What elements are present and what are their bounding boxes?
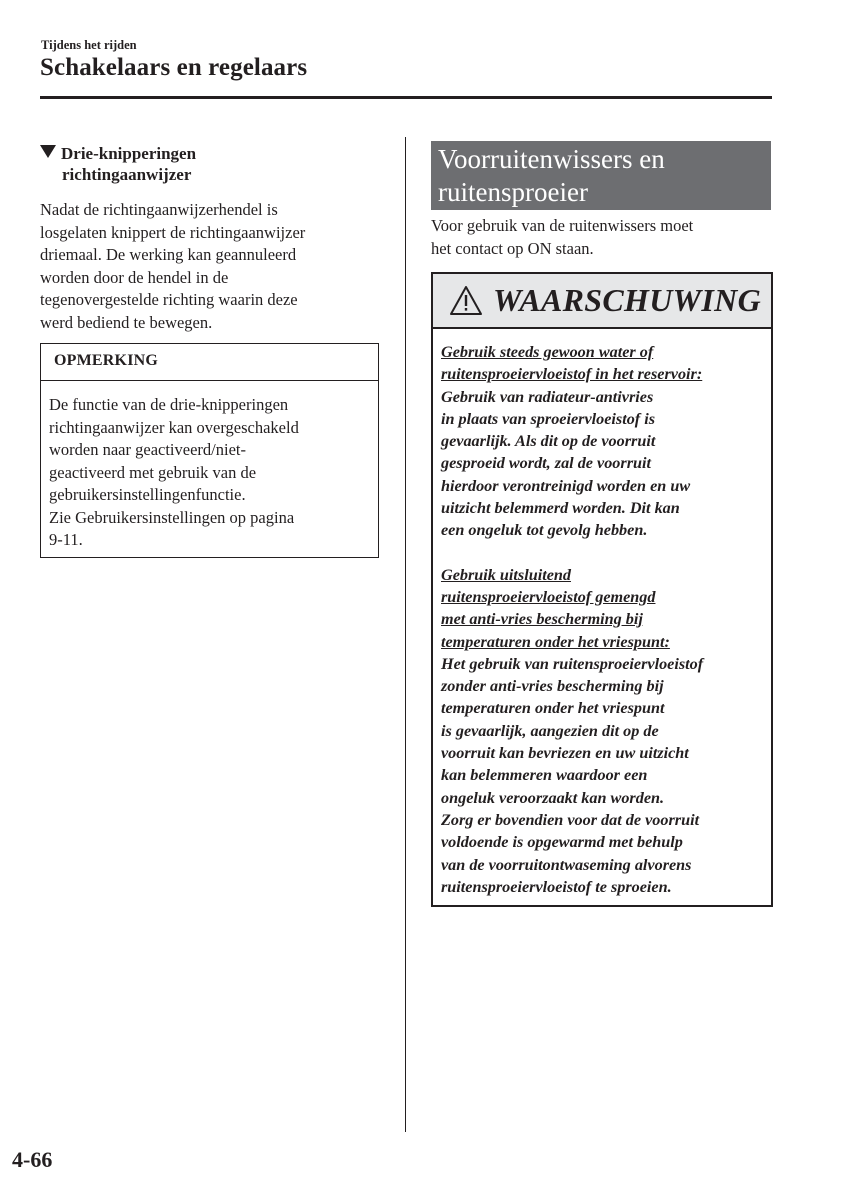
note-text (41, 381, 378, 552)
warning-line: Het gebruik van ruitensproeiervloeistof (441, 654, 704, 673)
warning-line: uitzicht belemmerd worden. Dit kan (441, 499, 680, 518)
warning-line: is gevaarlijk, aangezien dit op de (441, 721, 659, 740)
warning-line: Gebruik van radiateur-antivries (441, 387, 654, 406)
warning-line: voldoende is opgewarmd met behulp (441, 833, 683, 852)
note-box (40, 343, 379, 558)
warning-header (433, 274, 771, 329)
warning-lead-line: temperaturen onder het vriespunt: (441, 632, 670, 651)
warning-body (433, 329, 771, 898)
warning-line: in plaats van sproeiervloeistof is (441, 409, 656, 428)
warning-line: temperaturen onder het vriespunt (441, 699, 665, 718)
warning-line: gesproeid wordt, zal de voorruit (441, 454, 651, 473)
note-line: geactiveerd met gebruik van de (49, 462, 257, 482)
paragraph-line: werd bediend te bewegen. (40, 312, 213, 332)
warning-line: ruitensproeiervloeistof te sproeien. (441, 877, 672, 896)
column-divider (405, 137, 406, 1132)
warning-lead-line: Gebruik steeds gewoon water of (441, 343, 654, 361)
paragraph-line: losgelaten knippert de richtingaanwijzer (40, 222, 306, 242)
warning-line: zonder anti-vries bescherming bij (441, 677, 664, 696)
paragraph-line: worden door de hendel in de (40, 267, 229, 287)
warning-title: WAARSCHUWING (493, 282, 761, 318)
note-title: OPMERKING (41, 344, 378, 381)
warning-line: van de voorruitontwaseming alvorens (441, 855, 692, 874)
paragraph-line: Nadat de richtingaanwijzerhendel is (40, 200, 278, 219)
note-line: 9-11. (49, 530, 83, 549)
triple-flash-paragraph (40, 199, 385, 334)
section-heading-wipers (431, 141, 771, 210)
warning-lead-line: met anti-vries bescherming bij (441, 610, 643, 629)
note-line: De functie van de drie-knipperingen (49, 395, 289, 414)
warning-line: gevaarlijk. Als dit op de voorruit (441, 432, 656, 451)
section-heading-line-1: Voorruitenwissers en (438, 144, 665, 174)
section-heading-line-2: ruitensproeier (438, 177, 588, 207)
note-line: gebruikersinstellingenfunctie. (49, 485, 246, 504)
warning-lead-line: Gebruik uitsluitend (441, 565, 571, 584)
section-label: Tijdens het rijden (41, 38, 137, 52)
warning-line: kan belemmeren waardoor een (441, 766, 648, 785)
warning-lead-line: ruitensproeiervloeistof gemengd (441, 587, 656, 606)
subheading-line-2: richtingaanwijzer (62, 165, 192, 184)
warning-line: Zorg er bovendien voor dat de voorruit (441, 810, 700, 829)
warning-triangle-icon (449, 285, 483, 316)
warning-line: ongeluk veroorzaakt kan worden. (441, 788, 665, 807)
note-line: richtingaanwijzer kan overgeschakeld (49, 417, 299, 437)
triangle-down-icon (40, 145, 56, 158)
paragraph-gap (441, 542, 763, 564)
note-line: worden naar geactiveerd/niet- (49, 440, 246, 459)
warning-line: hierdoor verontreinigd worden en uw (441, 476, 691, 495)
intro-line: Voor gebruik van de ruitenwissers moet (431, 216, 694, 235)
subheading-line-1: Drie-knipperingen (61, 144, 197, 163)
warning-lead-line: ruitensproeiervloeistof in het reservoir: (441, 365, 703, 384)
note-line: Zie Gebruikersinstellingen op pagina (49, 507, 295, 527)
subheading-triple-flash (40, 143, 390, 185)
warning-line: een ongeluk tot gevolg hebben. (441, 521, 648, 540)
header-rule (40, 96, 772, 99)
chapter-title: Schakelaars en regelaars (40, 54, 308, 81)
wiper-intro-paragraph (431, 215, 771, 260)
intro-line: het contact op ON staan. (431, 238, 594, 258)
warning-line: voorruit kan bevriezen en uw uitzicht (441, 744, 689, 763)
paragraph-line: driemaal. De werking kan geannuleerd (40, 245, 297, 264)
page-number: 4-66 (12, 1147, 53, 1172)
warning-box (431, 272, 773, 907)
paragraph-line: tegenovergestelde richting waarin deze (40, 290, 298, 309)
